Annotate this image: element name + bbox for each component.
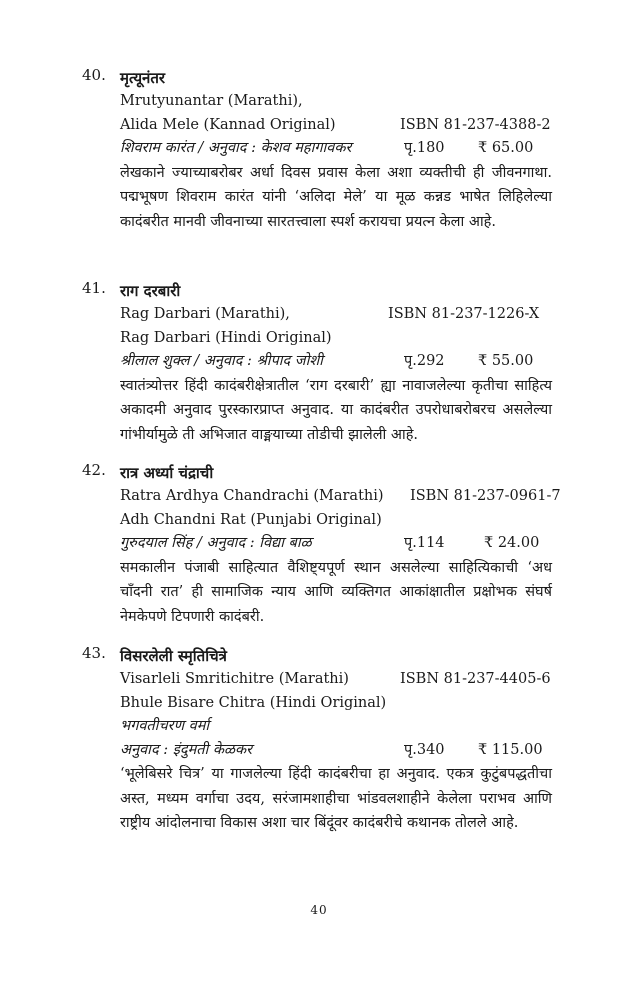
page-number: 40 [310,903,328,917]
original-title-line [120,114,552,138]
original-title: Adh Chandni Rat (Punjabi Original) [120,511,382,528]
page-count: पृ.114 [404,535,445,551]
entry-number: 43. [82,644,106,662]
author-translator: गुरुदयाल सिंह / अनुवाद : विद्या बाळ [120,535,312,551]
entry-description: समकालीन पंजाबी साहित्यात वैशिष्ट्यपूर्ण स्थान असलेल्या साहित्यिकाची ‘अध चाँदनी रात’ ही सामाजिक न्याय आणि व्यक्तिगत आकांक्षातील प्रक्षोभक संघर्ष नेमकेपणे टिपणारी कादंबरी. [120,559,552,625]
price: ₹ 115.00 [478,741,543,758]
isbn: ISBN 81-237-4388-2 [400,116,551,133]
page-count: पृ.292 [404,353,445,369]
isbn: ISBN 81-237-4405-6 [400,671,551,687]
page-count: पृ.340 [404,741,445,758]
credit-line [120,532,552,556]
transliterated-title: Visarleli Smritichitre (Marathi) [120,671,349,687]
translator: अनुवाद : इंदुमती केळकर [120,741,253,758]
entry-43 [82,644,552,836]
entry-41 [82,279,552,447]
author: भगवतीचरण वर्मा [120,718,210,734]
entry-42 [82,461,561,629]
isbn: ISBN 81-237-0961-7 [410,488,561,504]
author-translator: श्रीलाल शुक्ल / अनुवाद : श्रीपाद जोशी [120,353,323,369]
isbn: ISBN 81-237-1226-X [388,306,540,322]
entry-description: ‘भूलेबिसरे चित्र’ या गाजलेल्या हिंदी कादंबरीचा हा अनुवाद. एकत्र कुटुंबपद्धतीचा अस्त, मध्यम वर्गाचा उदय, सरंजामशाहीचा भांडवलशाहीने केलेला पराभव आणि राष्ट्रीय आंदोलनाचा विकास अशा चार बिंदूंवर कादंबरीचे कथानक तोलले आहे. [120,766,552,831]
original-title: Bhule Bisare Chitra (Hindi Original) [120,694,387,711]
entry-title: विसरलेली स्मृतिचित्रे [120,647,227,665]
credit-line [120,350,552,374]
entry-title: मृत्यूनंतर [120,69,166,87]
entry-number: 40. [82,66,106,84]
entry-number: 42. [82,461,106,479]
entry-description: स्वातंत्र्योत्तर हिंदी कादंबरीक्षेत्रातील ‘राग दरबारी’ ह्या नावाजलेल्या कृतीचा साहित्य अकादमी अनुवाद पुरस्कारप्राप्त अनुवाद. या कादंबरीत उपरोधाबरोबरच असलेल्या गांभीर्यामुळे ती अभिजात वाङ्मयाच्या तोडीची झालेली आहे. [120,377,552,443]
original-title: Rag Darbari (Hindi Original) [120,329,332,346]
entry-description: लेखकाने ज्याच्याबरोबर अर्धा दिवस प्रवास केला अशा व्यक्तीची ही जीवनगाथा. पद्मभूषण शिवराम कारंत यांनी ‘अलिदा मेले’ या मूळ कन्नड भाषेत लिहिलेल्या कादंबरीत मानवी जीवनाच्या सारतत्त्वाला स्पर्श करायचा प्रयत्न केला आहे. [120,164,552,230]
original-title: Alida Mele (Kannad Original) [120,116,336,133]
transliterated-title: Mrutyunantar (Marathi), [120,93,303,109]
author-translator: शिवराम कारंत / अनुवाद : केशव महागावकर [120,140,352,156]
price: ₹ 65.00 [478,140,534,156]
transliterated-title-line [120,668,552,692]
price: ₹ 24.00 [484,535,540,551]
credit-line [120,137,552,161]
price: ₹ 55.00 [478,353,534,369]
page-count: पृ.180 [404,140,445,156]
entry-number: 41. [82,279,106,297]
credit-line [120,739,552,763]
transliterated-title-line [120,485,561,509]
transliterated-title-line [120,303,552,327]
transliterated-title: Ratra Ardhya Chandrachi (Marathi) [120,488,384,504]
entry-title: राग दरबारी [120,282,181,300]
entry-40 [82,66,552,234]
transliterated-title: Rag Darbari (Marathi), [120,306,290,322]
entry-title: रात्र अर्ध्या चंद्राची [120,464,214,482]
